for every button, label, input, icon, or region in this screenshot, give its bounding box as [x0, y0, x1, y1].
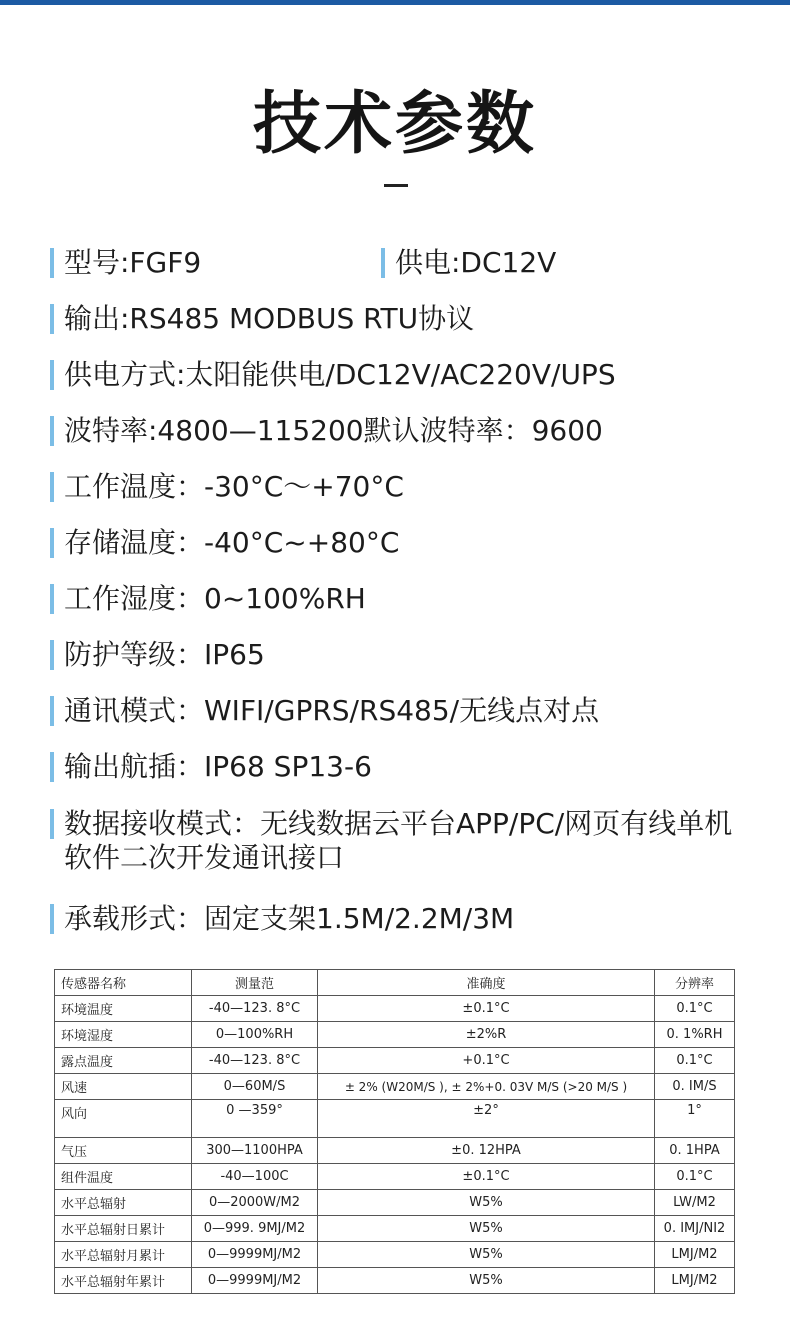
cell-sensor: 露点温度: [55, 1048, 192, 1074]
spec-marker: [50, 752, 54, 782]
cell-range: 0—9999MJ/M2: [192, 1268, 318, 1294]
cell-resolution: 0. IMJ/NI2: [655, 1216, 735, 1242]
cell-accuracy: W5%: [318, 1242, 655, 1268]
cell-sensor: 水平总辐射: [55, 1190, 192, 1216]
cell-accuracy: ± 2% (W20M/S ), ± 2%+0. 03V M/S (>20 M/S ): [318, 1074, 655, 1100]
spec-marker: [50, 416, 54, 446]
spec-protection: 防护等级：IP65: [50, 638, 265, 672]
cell-resolution: 0. IM/S: [655, 1074, 735, 1100]
table-header-row: [55, 970, 735, 996]
cell-range: -40—100C: [192, 1164, 318, 1190]
cell-resolution: LW/M2: [655, 1190, 735, 1216]
spec-baud-rate: 波特率:4800—115200默认波特率：9600: [50, 414, 603, 448]
spec-marker: [50, 248, 54, 278]
cell-sensor: 环境温度: [55, 996, 192, 1022]
table-row: [55, 1268, 735, 1294]
cell-sensor: 水平总辐射日累计: [55, 1216, 192, 1242]
header-range: 测量范: [192, 970, 318, 996]
spec-output: 输出:RS485 MODBUS RTU协议: [50, 302, 474, 336]
spec-mounting: 承载形式：固定支架1.5M/2.2M/3M: [50, 902, 514, 936]
cell-accuracy: W5%: [318, 1216, 655, 1242]
header-accuracy: 准确度: [318, 970, 655, 996]
cell-resolution: 0.1°C: [655, 1048, 735, 1074]
cell-range: 0—2000W/M2: [192, 1190, 318, 1216]
spec-work-humidity: 工作湿度：0~100%RH: [50, 582, 366, 616]
table-row: [55, 1138, 735, 1164]
cell-range: 0—999. 9MJ/M2: [192, 1216, 318, 1242]
spec-model: 型号:FGF9: [50, 246, 201, 280]
spec-comm-mode: 通讯模式：WIFI/GPRS/RS485/无线点对点: [50, 694, 599, 728]
cell-sensor: 风速: [55, 1074, 192, 1100]
cell-sensor: 风向: [55, 1100, 192, 1138]
spec-marker: [50, 640, 54, 670]
spec-work-temp: 工作温度：-30°C～+70°C: [50, 470, 404, 504]
table-row: [55, 1164, 735, 1190]
cell-accuracy: ±0.1°C: [318, 996, 655, 1022]
cell-accuracy: W5%: [318, 1268, 655, 1294]
params-table: [54, 969, 735, 1294]
cell-accuracy: W5%: [318, 1190, 655, 1216]
spec-marker: [50, 696, 54, 726]
cell-resolution: 0. 1HPA: [655, 1138, 735, 1164]
spec-power-mode: 供电方式:太阳能供电/DC12V/AC220V/UPS: [50, 358, 616, 392]
table-row: [55, 1190, 735, 1216]
spec-marker: [50, 304, 54, 334]
cell-accuracy: ±2°: [318, 1100, 655, 1138]
cell-resolution: LMJ/M2: [655, 1242, 735, 1268]
table-row: [55, 1100, 735, 1138]
cell-resolution: 0.1°C: [655, 996, 735, 1022]
cell-accuracy: +0.1°C: [318, 1048, 655, 1074]
cell-accuracy: ±0.1°C: [318, 1164, 655, 1190]
cell-range: 0—60M/S: [192, 1074, 318, 1100]
cell-range: 0 —359°: [192, 1100, 318, 1138]
cell-sensor: 水平总辐射月累计: [55, 1242, 192, 1268]
cell-range: 0—100%RH: [192, 1022, 318, 1048]
cell-range: -40—123. 8°C: [192, 996, 318, 1022]
cell-range: 300—1100HPA: [192, 1138, 318, 1164]
cell-resolution: 0. 1%RH: [655, 1022, 735, 1048]
top-accent-bar: [0, 0, 790, 5]
table-row: [55, 996, 735, 1022]
table-row: [55, 1242, 735, 1268]
spec-marker: [50, 360, 54, 390]
table-row: [55, 1216, 735, 1242]
header-sensor: 传感器名称: [55, 970, 192, 996]
spec-power: 供电:DC12V: [381, 246, 556, 280]
cell-sensor: 水平总辐射年累计: [55, 1268, 192, 1294]
cell-accuracy: ±2%R: [318, 1022, 655, 1048]
spec-marker: [50, 528, 54, 558]
spec-marker: [381, 248, 385, 278]
spec-marker: [50, 904, 54, 934]
header-resolution: 分辨率: [655, 970, 735, 996]
cell-range: 0—9999MJ/M2: [192, 1242, 318, 1268]
spec-storage-temp: 存储温度：-40°C~+80°C: [50, 526, 399, 560]
spec-connector: 输出航插：IP68 SP13-6: [50, 750, 372, 784]
cell-resolution: 1°: [655, 1100, 735, 1138]
spec-marker: [50, 809, 54, 839]
page-title: 技术参数: [252, 85, 537, 164]
table-row: [55, 1022, 735, 1048]
spec-marker: [50, 472, 54, 502]
cell-resolution: 0.1°C: [655, 1164, 735, 1190]
cell-sensor: 气压: [55, 1138, 192, 1164]
cell-sensor: 组件温度: [55, 1164, 192, 1190]
cell-range: -40—123. 8°C: [192, 1048, 318, 1074]
table-row: [55, 1074, 735, 1100]
spec-marker: [50, 584, 54, 614]
cell-accuracy: ±0. 12HPA: [318, 1138, 655, 1164]
table-row: [55, 1048, 735, 1074]
title-underline: [384, 184, 408, 187]
spec-data-receive: 数据接收模式：无线数据云平台APP/PC/网页有线单机软件二次开发通讯接口: [50, 807, 750, 875]
cell-sensor: 环境湿度: [55, 1022, 192, 1048]
cell-resolution: LMJ/M2: [655, 1268, 735, 1294]
